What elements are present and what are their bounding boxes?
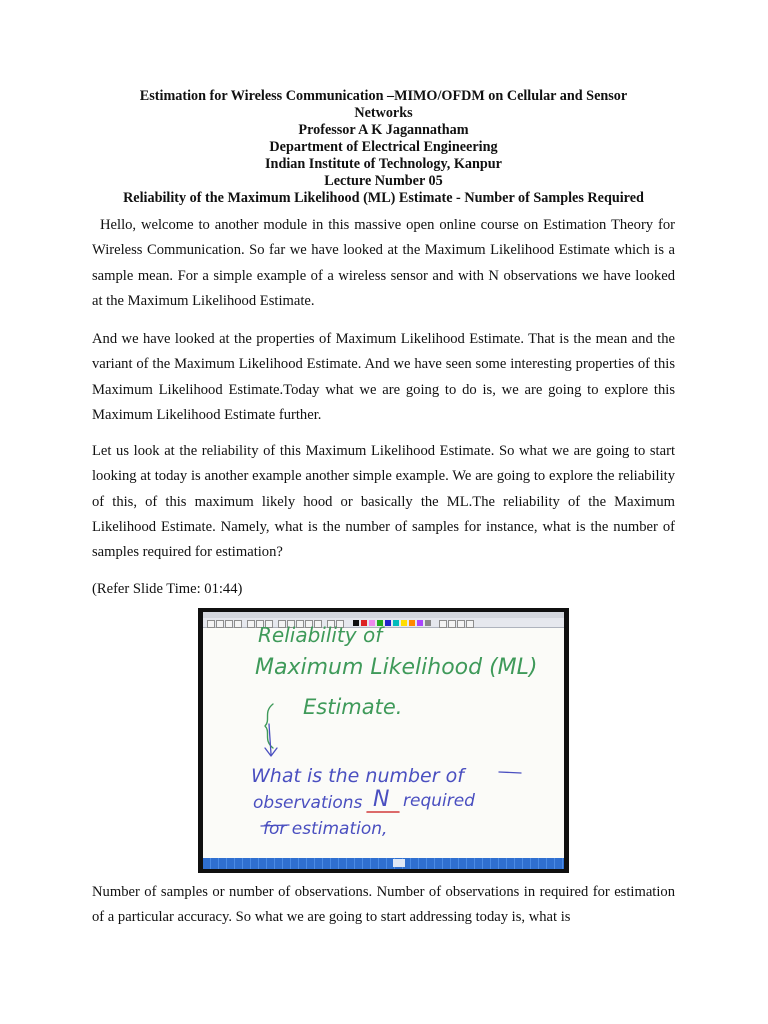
- department-name: Department of Electrical Engineering: [269, 139, 498, 155]
- slide-handwriting-line: Reliability of: [258, 623, 383, 647]
- professor-name: Professor A K Jagannatham: [298, 122, 469, 138]
- slide-handwriting-line: N: [373, 787, 390, 812]
- lecture-header: [92, 88, 675, 207]
- course-title-line: Networks: [354, 105, 413, 121]
- institute-name: Indian Institute of Technology, Kanpur: [265, 156, 502, 172]
- transcript-paragraph: Number of samples or number of observations. Number of observations in required for estimation of a particular accuracy. So what we are going to start addressing today is, what is: [92, 884, 675, 926]
- handwriting-layer: [203, 612, 564, 858]
- whiteboard: [203, 612, 564, 869]
- transcript-paragraph: And we have looked at the properties of Maximum Likelihood Estimate. That is the mean and the variant of the Maximum Likelihood Estimate. And we have seen some interesting properties of this Maximum Likelihood Estimate.Today what we are going to do is, we are going to explore this Maximum Likelihood Estimate further.: [92, 331, 675, 423]
- course-title-line: Estimation for Wireless Communication –MIMO/OFDM on Cellular and Sensor: [139, 88, 628, 104]
- slide-handwriting-line: required: [403, 791, 475, 811]
- slide-handwriting-line: observations: [253, 793, 363, 813]
- lecture-number: Lecture Number 05: [324, 173, 443, 189]
- slide-handwriting-line: Maximum Likelihood (ML): [255, 655, 538, 680]
- slide-time-reference: (Refer Slide Time: 01:44): [92, 581, 243, 597]
- pen-stroke: [499, 772, 521, 773]
- scrollbar-thumb: [393, 859, 405, 867]
- lecture-topic: Reliability of the Maximum Likelihood (ML) Estimate - Number of Samples Required: [123, 190, 644, 206]
- slide-handwriting-line: What is the number of: [251, 765, 464, 787]
- taskbar: [203, 858, 564, 869]
- transcript-paragraph: Hello, welcome to another module in this massive open online course on Estimation Theory for Wireless Communication. So far we have looked at the Maximum Likelihood Estimate which is a sample mean. For a simple example of a wireless sensor and with N observations we have looked at the Maximum Likelihood Estimate.: [92, 217, 675, 309]
- transcript-paragraph: Let us look at the reliability of this Maximum Likelihood Estimate. So what we are going to start looking at today is another example another simple example. We are going to explore the reliability of this, of this maximum likely hood or basically the ML.The reliability of the Maximum Likelihood Estimate. Namely, what is the number of samples for instance, what is the number of samples required for estimation?: [92, 443, 675, 561]
- slide-handwriting-line: Estimate.: [303, 695, 403, 719]
- slide-handwriting-line: for estimation,: [263, 819, 388, 839]
- lecture-slide-screenshot: [198, 608, 569, 873]
